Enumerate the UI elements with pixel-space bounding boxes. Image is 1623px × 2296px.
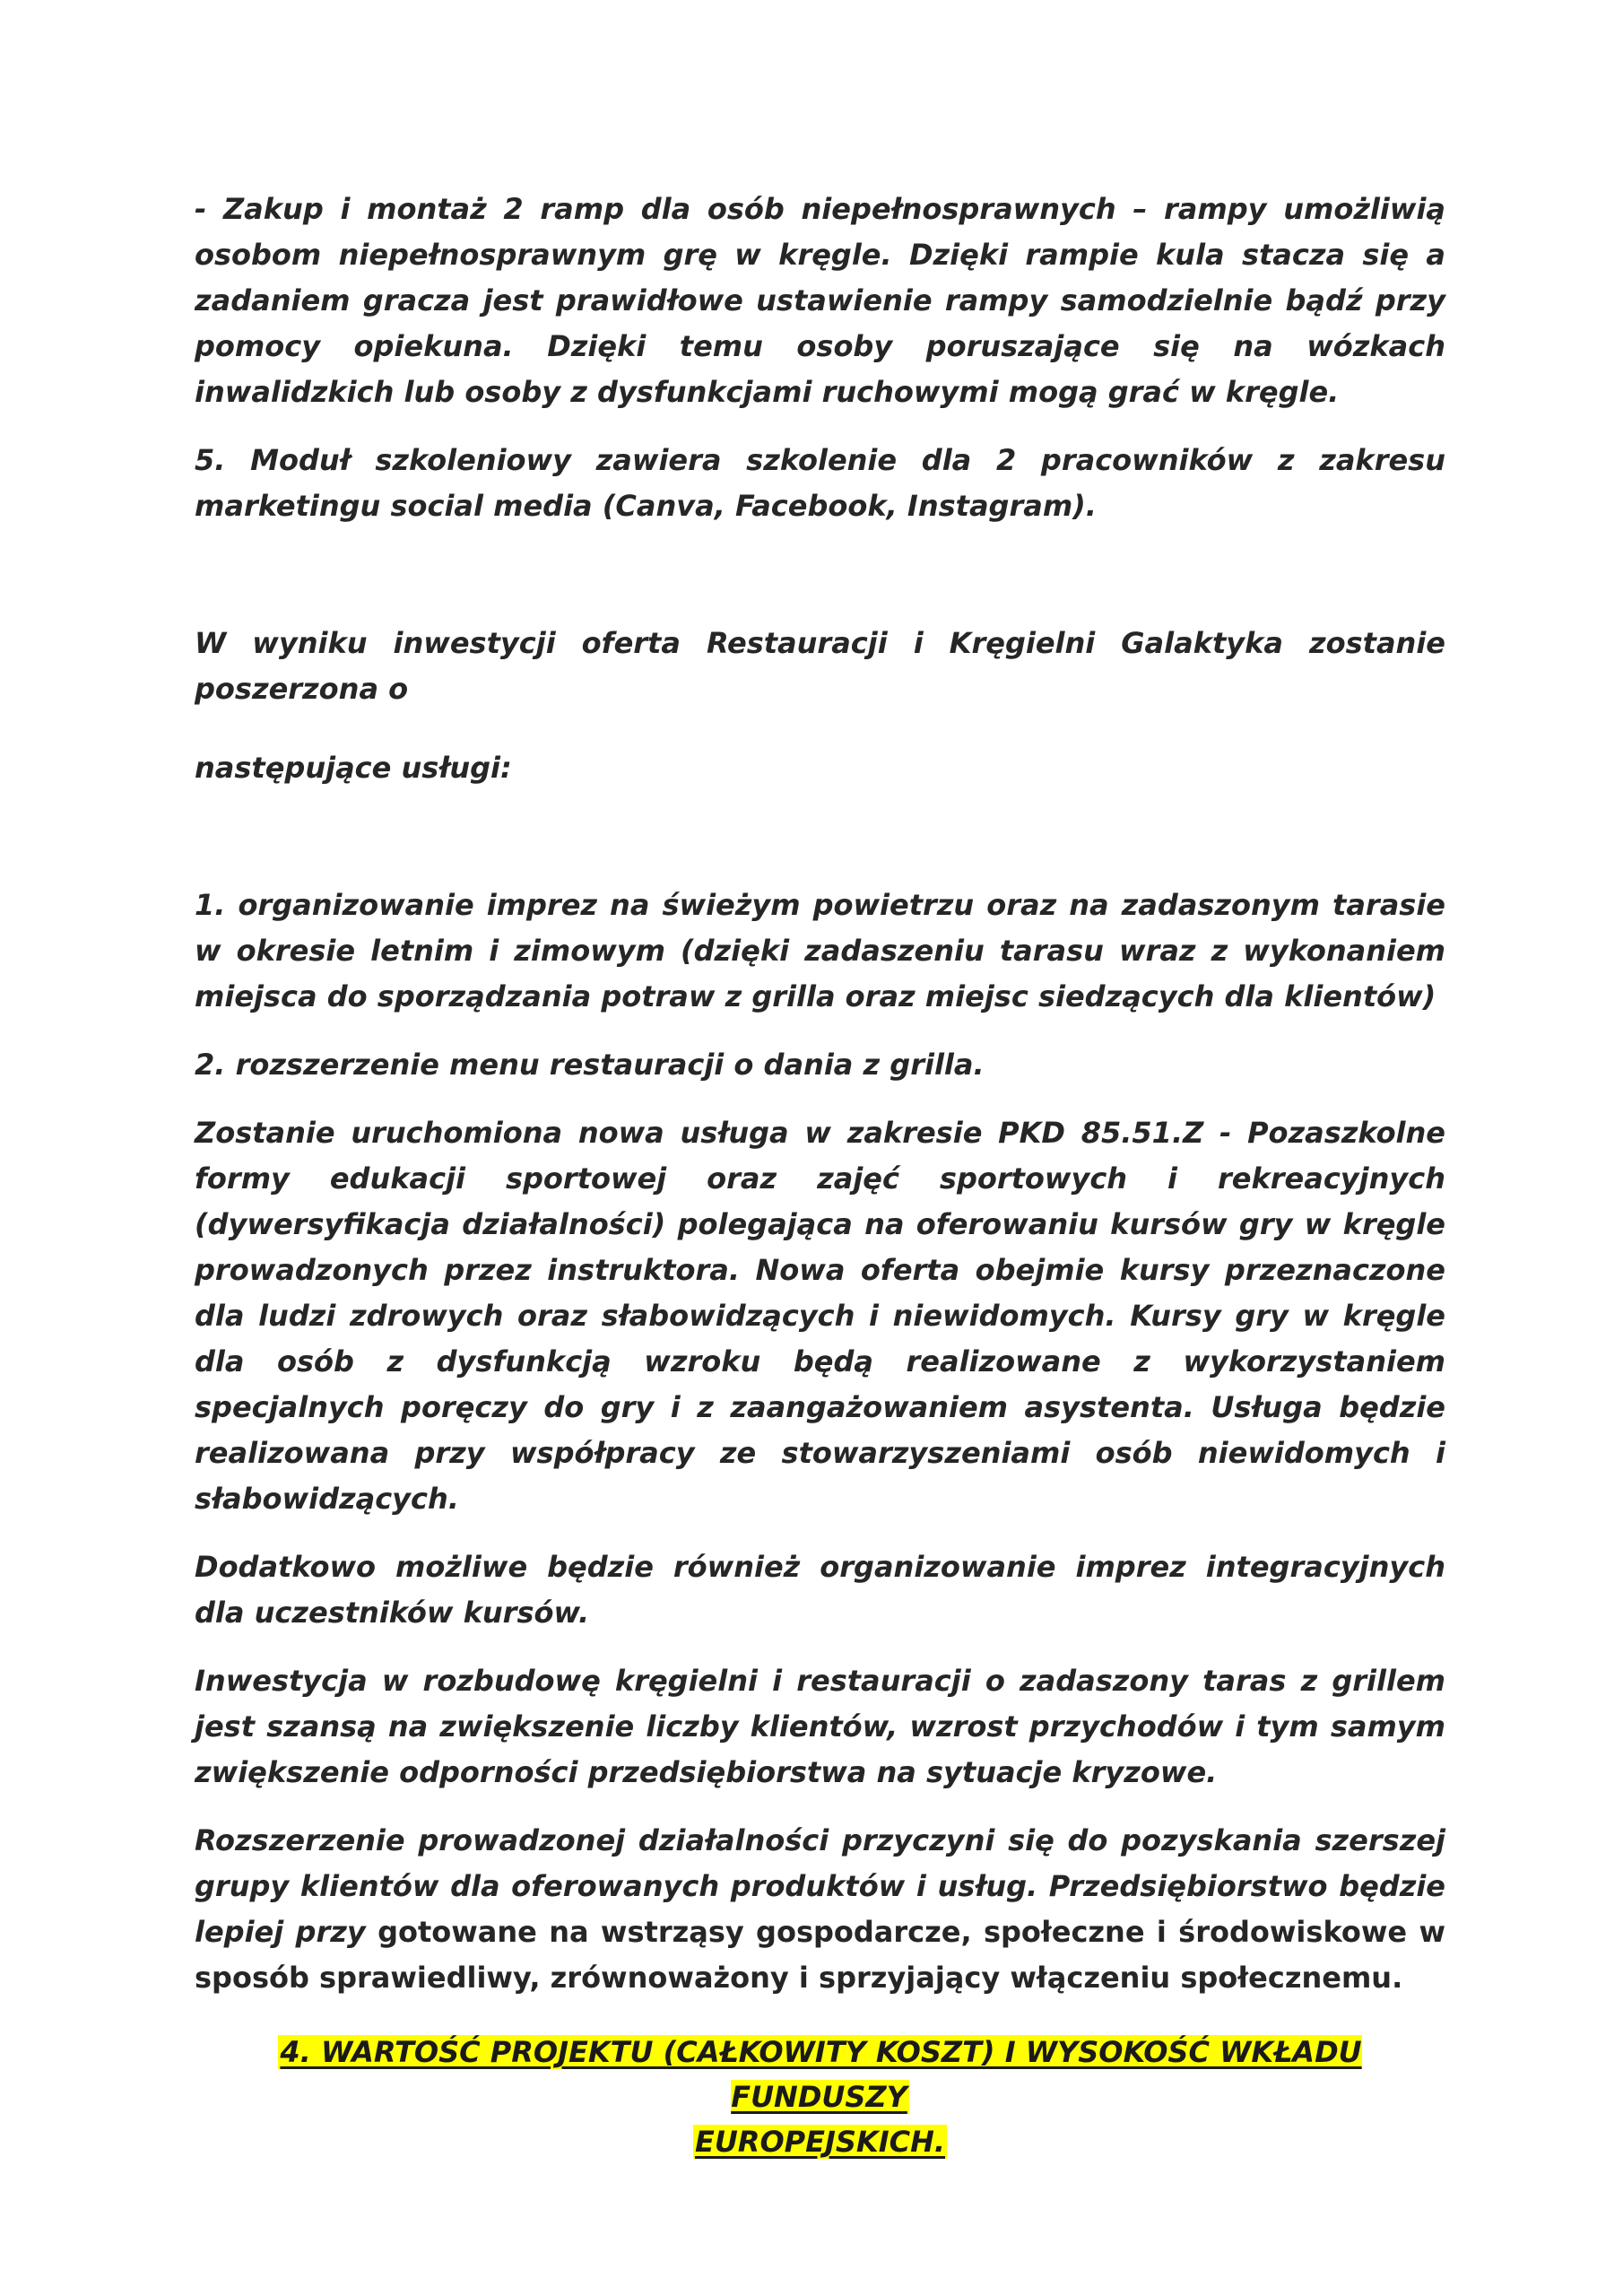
paragraph-expansion-italic: Rozszerzenie prowadzonej działalności przyczyni się do pozyskania szerszej grupy klientów dla oferowanych produktów i usług. Przedsiębiorstwo będzie lepiej przy xyxy=(195,1823,1445,1949)
paragraph-offer-intro-cont: następujące usługi: xyxy=(195,751,512,785)
list-item-outdoor-events: 1. organizowanie imprez na świeżym powietrzu oraz na zadaszonym tarasie w okresie letnim i zimowym (dzięki zadaszeniu tarasu wraz z wykonaniem miejsca do sporządzania potraw z grilla oraz miejsc siedzących dla klientów) xyxy=(195,888,1445,1013)
section-heading-line-1-text: 4. WARTOŚĆ PROJEKTU (CAŁKOWITY KOSZT) I WYSOKOŚĆ WKŁADU FUNDUSZY xyxy=(280,2035,1362,2114)
section-heading xyxy=(195,2030,1445,2164)
document-body xyxy=(195,187,1445,2001)
paragraph-investment: Inwestycja w rozbudowę kręgielni i restauracji o zadaszony taras z grillem jest szansą na zwiększenie liczby klientów, wzrost przychodów i tym samym zwiększenie odporności przedsiębiorstwa na sytuacje kryzowe. xyxy=(195,1664,1445,1789)
section-heading-line-2 xyxy=(195,2119,1445,2164)
section-heading-line-1 xyxy=(195,2030,1445,2119)
paragraph-expansion-upright: gotowane na wstrząsy gospodarcze, społeczne i środowiskowe w sposób sprawiedliwy, zrównoważony i sprzyjający włączeniu społecznemu. xyxy=(195,1915,1446,1995)
paragraph-ramps: - Zakup i montaż 2 ramp dla osób niepełnosprawnych – rampy umożliwią osobom niepełnosprawnym grę w kręgle. Dzięki rampie kula stacza się a zadaniem gracza jest prawidłowe ustawienie rampy samodzielnie bądź przy pomocy opiekuna. Dzięki temu osoby poruszające się na wózkach inwalidzkich lub osoby z dysfunkcjami ruchowymi mogą grać w kręgle. xyxy=(195,192,1445,409)
paragraph-integration-events: Dodatkowo możliwe będzie również organizowanie imprez integracyjnych dla uczestników kursów. xyxy=(195,1550,1445,1630)
paragraph-training-module: 5. Moduł szkoleniowy zawiera szkolenie dla 2 pracowników z zakresu marketingu social media (Canva, Facebook, Instagram). xyxy=(195,443,1445,523)
section-heading-line-2-text: EUROPEJSKICH. xyxy=(694,2125,946,2159)
list-item-grill-menu: 2. rozszerzenie menu restauracji o dania z grilla. xyxy=(195,1048,985,1082)
paragraph-offer-intro: W wyniku inwestycji oferta Restauracji i Kręgielni Galaktyka zostanie poszerzona o xyxy=(195,626,1445,706)
paragraph-expansion xyxy=(195,1818,1445,2001)
paragraph-new-service: Zostanie uruchomiona nowa usługa w zakresie PKD 85.51.Z - Pozaszkolne formy edukacji sportowej oraz zajęć sportowych i rekreacyjnych (dywersyfikacja działalności) polegająca na oferowaniu kursów gry w kręgle prowadzonych przez instruktora. Nowa oferta obejmie kursy przeznaczone dla ludzi zdrowych oraz słabowidzących i niewidomych. Kursy gry w kręgle dla osób z dysfunkcją wzroku będą realizowane z wykorzystaniem specjalnych poręczy do gry i z zaangażowaniem asystenta. Usługa będzie realizowana przy współpracy ze stowarzyszeniami osób niewidomych i słabowidzących. xyxy=(195,1116,1445,1516)
